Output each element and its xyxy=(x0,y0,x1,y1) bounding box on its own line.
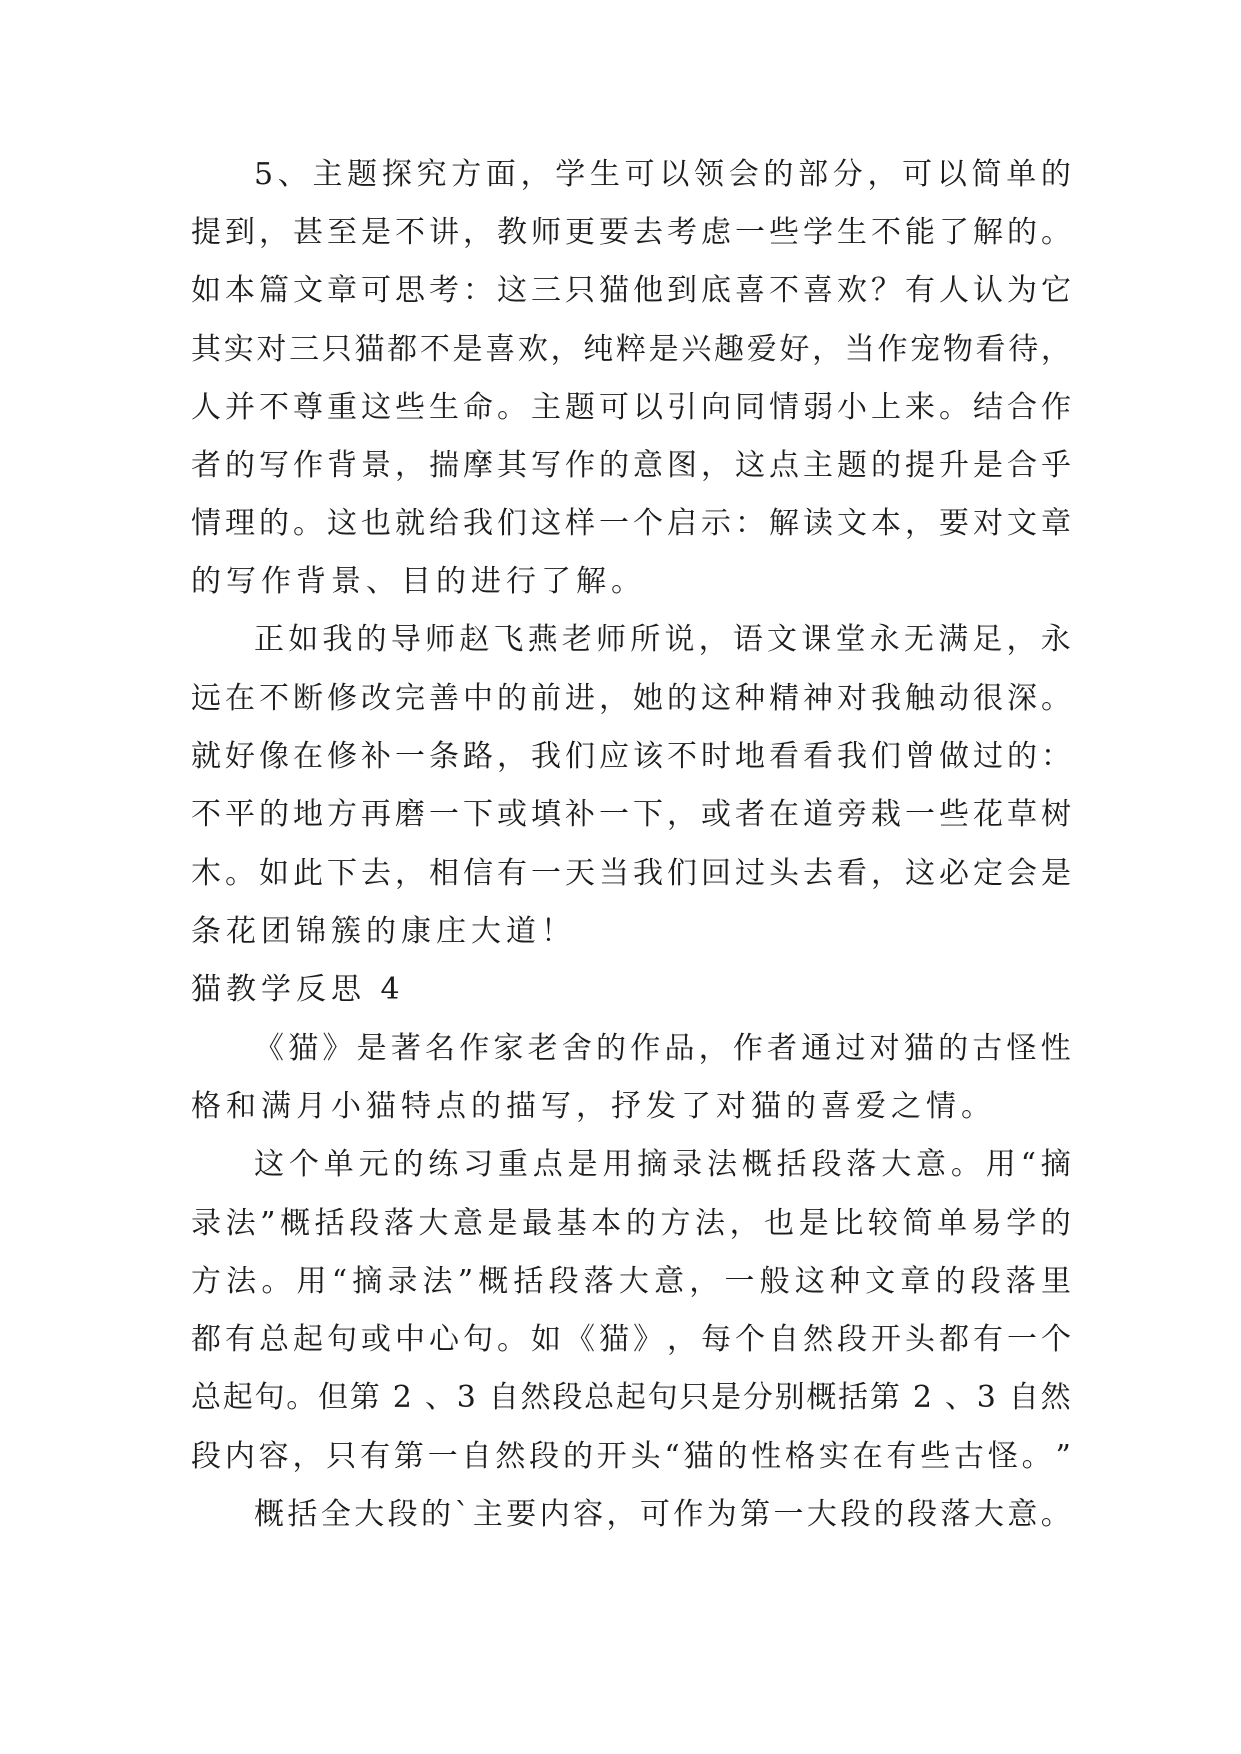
text-line: 段 内 容 ， 只 有 第 一 自 然 段 的 开 头 “ 猫 的 性 格 实 在 有 些 古 怪 。 ” xyxy=(191,1439,1071,1474)
text-line: 方 法 。 用 “ 摘 录 法 ” 概 括 段 落 大 意 ， 一 般 这 种 文 章 的 段 落 里 xyxy=(191,1264,1071,1299)
text-line: 者 的 写 作 背 景 ， 揣 摩 其 写 作 的 意 图 ， 这 点 主 题 的 提 升 是 合 乎 xyxy=(191,448,1071,483)
text-line: 提 到 ， 甚 至 是 不 讲 ， 教 师 更 要 去 考 虑 一 些 学 生 不 能 了 解 的 。 xyxy=(191,215,1071,250)
text-line: 情 理 的 。 这 也 就 给 我 们 这 样 一 个 启 示 ： 解 读 文 本 ， 要 对 文 章 xyxy=(191,506,1071,541)
text-line: 就 好 像 在 修 补 一 条 路 ， 我 们 应 该 不 时 地 看 看 我 们 曾 做 过 的 ： xyxy=(191,739,1071,774)
section-heading: 猫教学反思 4 xyxy=(191,972,405,1007)
text-line: 格和满月小猫特点的描写，抒发了对猫的喜爱之情。 xyxy=(191,1089,996,1124)
text-line: 概 括 全 大 段 的 ` 主 要 内 容 ， 可 作 为 第 一 大 段 的 段 落 大 意 。 xyxy=(254,1497,1071,1532)
text-line: 如 本 篇 文 章 可 思 考 ： 这 三 只 猫 他 到 底 喜 不 喜 欢 ？ 有 人 认 为 它 xyxy=(191,273,1071,308)
text-line: 远 在 不 断 修 改 完 善 中 的 前 进 ， 她 的 这 种 精 神 对 我 触 动 很 深 。 xyxy=(191,681,1071,716)
text-line: 人 并 不 尊 重 这 些 生 命 。 主 题 可 以 引 向 同 情 弱 小 上 来 。 结 合 作 xyxy=(191,390,1071,425)
text-line: 其 实 对 三 只 猫 都 不 是 喜 欢 ， 纯 粹 是 兴 趣 爱 好 ， 当 作 宠 物 看 待 ， xyxy=(191,332,1071,367)
text-line: 录 法 ” 概 括 段 落 大 意 是 最 基 本 的 方 法 ， 也 是 比 较 简 单 易 学 的 xyxy=(191,1206,1071,1241)
text-line: 总 起 句 。 但 第 2 、 3 自 然 段 总 起 句 只 是 分 别 概 括 第 2 、 3 自 然 xyxy=(191,1380,1071,1415)
text-line: 这 个 单 元 的 练 习 重 点 是 用 摘 录 法 概 括 段 落 大 意 。 用 “ 摘 xyxy=(254,1147,1071,1182)
text-line: 正 如 我 的 导 师 赵 飞 燕 老 师 所 说 ， 语 文 课 堂 永 无 满 足 ， 永 xyxy=(254,622,1071,657)
text-line: 木 。 如 此 下 去 ， 相 信 有 一 天 当 我 们 回 过 头 去 看 ， 这 必 定 会 是 xyxy=(191,856,1071,891)
text-line: 5 、 主 题 探 究 方 面 ， 学 生 可 以 领 会 的 部 分 ， 可 以 简 单 的 xyxy=(254,157,1071,192)
text-line: 都 有 总 起 句 或 中 心 句 。 如 《 猫 》 ， 每 个 自 然 段 开 头 都 有 一 个 xyxy=(191,1322,1071,1357)
text-line: 的写作背景、目的进行了解。 xyxy=(191,564,646,599)
text-line: 条花团锦簇的康庄大道！ xyxy=(191,914,576,949)
text-line: 不 平 的 地 方 再 磨 一 下 或 填 补 一 下 ， 或 者 在 道 旁 栽 一 些 花 草 树 xyxy=(191,797,1071,832)
text-line: 《 猫 》 是 著 名 作 家 老 舍 的 作 品 ， 作 者 通 过 对 猫 的 古 怪 性 xyxy=(254,1031,1071,1066)
